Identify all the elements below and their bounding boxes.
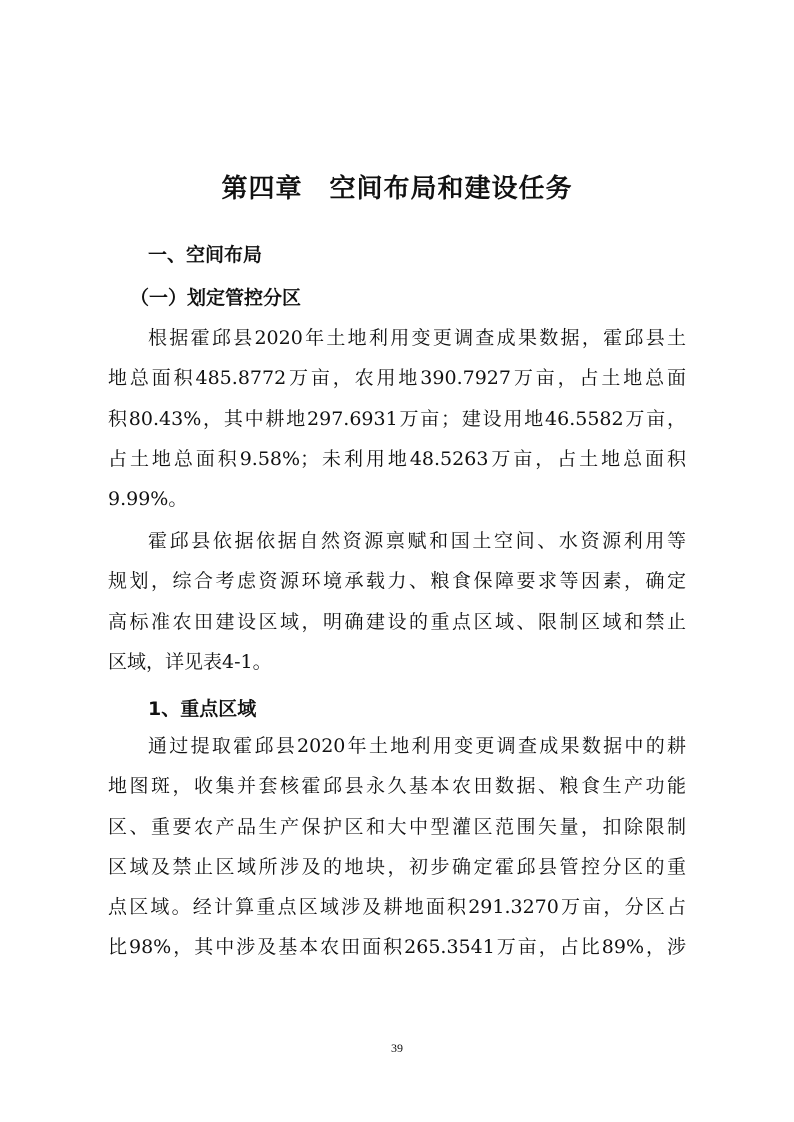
text-line: 地总面积485.8772万亩，农用地390.7927万亩，占土地总面 bbox=[108, 367, 686, 390]
text-line: 地图斑，收集并套核霍邱县永久基本农田数据、粮食生产功能 bbox=[108, 775, 686, 798]
item-heading: 1、重点区域 bbox=[148, 698, 257, 720]
text-line: 区域，详见表4-1。 bbox=[108, 650, 272, 673]
text-line: 高标准农田建设区域，明确建设的重点区域、限制区域和禁止 bbox=[108, 610, 686, 633]
text-line: 通过提取霍邱县2020年土地利用变更调查成果数据中的耕 bbox=[148, 735, 686, 757]
text-line: 规划，综合考虑资源环境承载力、粮食保障要求等因素，确定 bbox=[108, 570, 686, 593]
chapter-title: 第四章 空间布局和建设任务 bbox=[221, 174, 573, 204]
paragraph-land-data bbox=[108, 318, 686, 519]
page-number: 39 bbox=[391, 1041, 403, 1055]
text-line: 根据霍邱县2020年土地利用变更调查成果数据，霍邱县土 bbox=[148, 327, 686, 349]
text-line: 9.99%。 bbox=[108, 488, 188, 511]
text-line: 点区域。经计算重点区域涉及耕地面积291.3270万亩，分区占 bbox=[108, 896, 686, 919]
text-line: 区、重要农产品生产保护区和大中型灌区范围矢量，扣除限制 bbox=[108, 815, 686, 838]
text-line: 占土地总面积9.58%；未利用地48.5263万亩，占土地总面积 bbox=[108, 447, 686, 470]
text-line: 积80.43%，其中耕地297.6931万亩；建设用地46.5582万亩， bbox=[108, 407, 686, 430]
text-line: 区域及禁止区域所涉及的地块，初步确定霍邱县管控分区的重 bbox=[108, 855, 686, 878]
section-heading: 一、空间布局 bbox=[148, 244, 263, 266]
text-line: 比98%，其中涉及基本农田面积265.3541万亩，占比89%，涉 bbox=[108, 936, 686, 959]
subsection-heading: （一）划定管控分区 bbox=[130, 287, 302, 309]
text-line: 霍邱县依据依据自然资源禀赋和国土空间、水资源利用等 bbox=[148, 530, 686, 552]
paragraph-zoning-basis bbox=[108, 521, 686, 682]
paragraph-key-areas bbox=[108, 726, 686, 968]
